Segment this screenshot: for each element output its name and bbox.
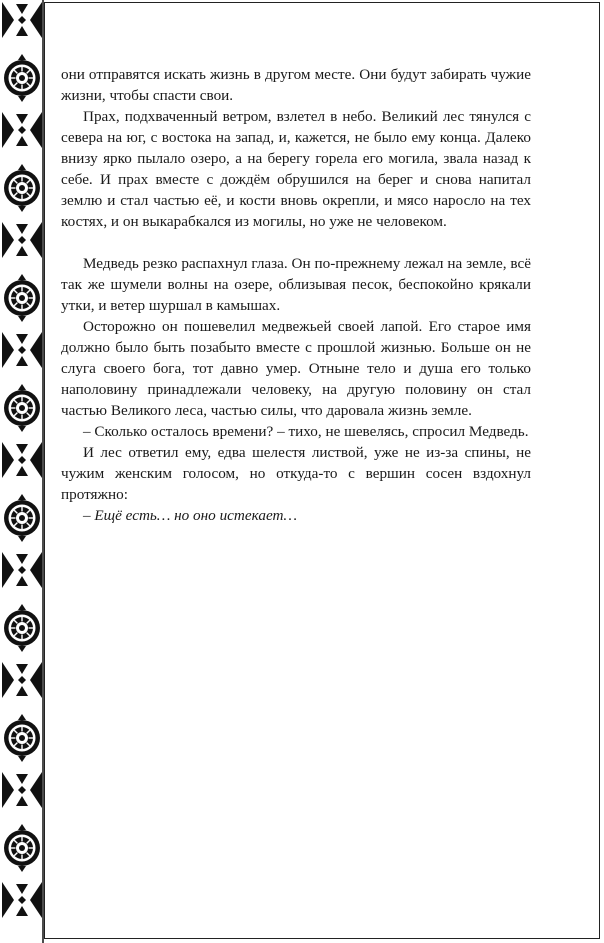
body-text — [61, 64, 531, 526]
section-break — [61, 232, 531, 253]
paragraph: Прах, подхваченный ветром, взлетел в небо. Великий лес тянулся с севера на юг, с востока на запад, и, кажется, не было ему конца. Далеко внизу ярко пылало озеро, а на берегу горела его могила, звала назад к себе. И прах вместе с дождём обрушился на берег и снова напитал землю и стал частью её, и кости вновь окрепли, и мясо наросло на тех костях, и он выкарабкался из могилы, но уже не человеком. — [61, 108, 531, 230]
paragraph: И лес ответил ему, едва шелестя листвой, уже не из-за спины, не чужим женским голосом, но откуда-то с вершин сосен вздохнул протяжно: — [61, 444, 531, 503]
ornamental-border — [0, 0, 44, 943]
paragraph: они отправятся искать жизнь в другом месте. Они будут забирать чужие жизни, чтобы спасти свои. — [61, 66, 531, 104]
italic-phrase: Ещё есть… но оно истекает… — [94, 507, 297, 524]
ornament-pattern — [0, 0, 44, 920]
paragraph: Медведь резко распахнул глаза. Он по-прежнему лежал на земле, всё так же шумели волны на озере, облизывая песок, беспокойно крякали утки, и ветер шуршал в камышах. — [61, 255, 531, 314]
paragraph: Осторожно он пошевелил медвежьей своей лапой. Его старое имя должно было быть позабыто вместе с прошлой жизнью. Больше он не слуга своего бога, тот давно умер. Отныне тело и душа его только наполовину принадлежали человеку, на другую половину он стал частью Великого леса, частью силы, что даровала жизнь земле. — [61, 318, 531, 419]
final-dialogue-line — [61, 505, 531, 526]
dialogue-dash: – — [83, 507, 91, 524]
dialogue-paragraph: – Сколько осталось времени? – тихо, не шевелясь, спросил Медведь. — [83, 423, 529, 440]
